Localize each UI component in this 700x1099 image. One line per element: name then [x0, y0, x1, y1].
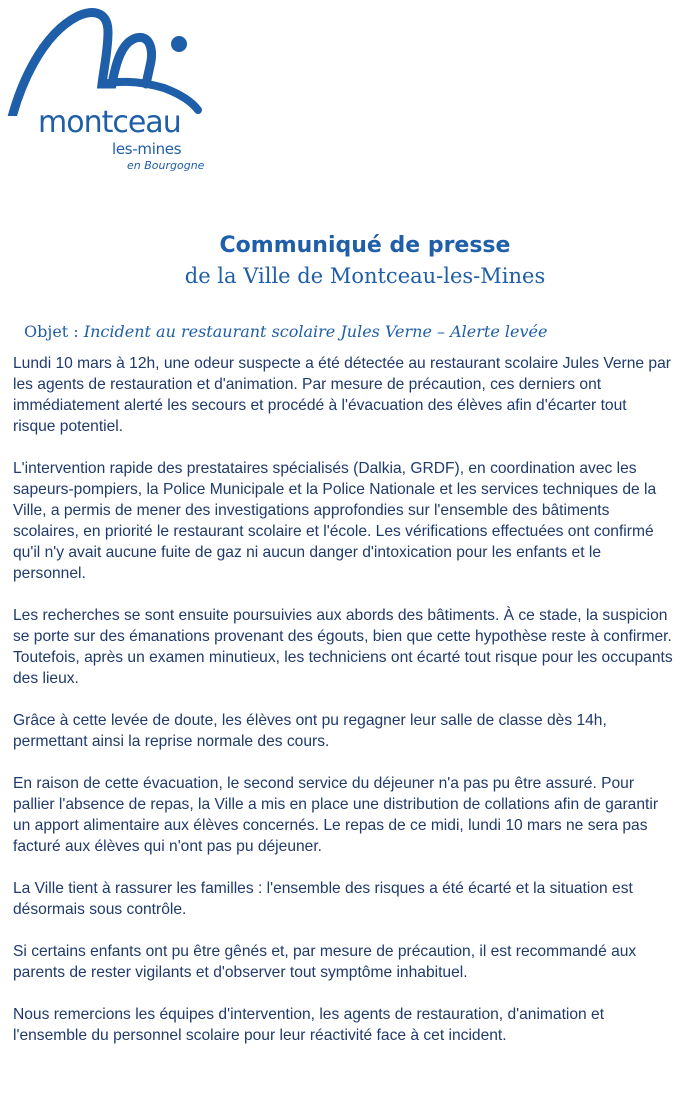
- paragraph: L'intervention rapide des prestataires spécialisés (Dalkia, GRDF), en coordination avec les sapeurs-pompiers, la Police Municipale et la Police Nationale et les services techniques de la Ville, a permis de mener des investigations approfondies sur l'ensemble des bâtiments scolaires, en priorité le restaurant scolaire et l'école. Les vérifications effectuées ont confirmé qu'il n'y avait aucune fuite de gaz ni aucun danger d'intoxication pour les enfants et le personnel.: [13, 460, 657, 582]
- paragraph: Si certains enfants ont pu être gênés et, par mesure de précaution, il est recommandé aux parents de rester vigilants et d'observer tout symptôme inhabituel.: [13, 943, 637, 981]
- paragraph: La Ville tient à rassurer les familles : l'ensemble des risques a été écarté et la situation est désormais sous contrôle.: [13, 880, 633, 918]
- montceau-logo: [4, 6, 214, 171]
- header-block: [0, 232, 700, 292]
- paragraph: Nous remercions les équipes d'intervention, les agents de restauration, d'animation et l'ensemble du personnel scolaire pour leur réactivité face à cet incident.: [13, 1006, 605, 1044]
- logo-swoosh-icon: [4, 6, 214, 116]
- logo-region: en Bourgogne: [127, 159, 205, 172]
- logo-wordmark: montceau: [38, 105, 181, 140]
- paragraph: Grâce à cette levée de doute, les élèves ont pu regagner leur salle de classe dès 14h, permettant ainsi la reprise normale des cours.: [13, 712, 607, 750]
- paragraph: Lundi 10 mars à 12h, une odeur suspecte a été détectée au restaurant scolaire Jules Verne par les agents de restauration et d'animation. Par mesure de précaution, ces derniers ont immédiatement alerté les secours et procédé à l'évacuation des élèves afin d'écarter tout risque potentiel.: [13, 355, 671, 435]
- paragraph: En raison de cette évacuation, le second service du déjeuner n'a pas pu être assuré. Pour pallier l'absence de repas, la Ville a mis en place une distribution de collations afin de garantir un apport alimentaire aux élèves concernés. Le repas de ce midi, lundi 10 mars ne sera pas facturé aux élèves qui n'ont pas pu déjeuner.: [13, 775, 659, 855]
- page-title: Communiqué de presse: [219, 233, 511, 258]
- logo-subtitle: les-mines: [112, 140, 182, 158]
- page-subtitle: de la Ville de Montceau-les-Mines: [184, 264, 546, 288]
- subject-line: [24, 322, 547, 341]
- paragraph: Les recherches se sont ensuite poursuivies aux abords des bâtiments. À ce stade, la suspicion se porte sur des émanations provenant des égouts, bien que cette hypothèse reste à confirmer. Toutefois, après un examen minutieux, les techniciens ont écarté tout risque pour les occupants des lieux.: [13, 607, 673, 687]
- subject-text: Incident au restaurant scolaire Jules Verne – Alerte levée: [83, 322, 548, 341]
- press-body: [13, 353, 673, 1067]
- subject-label: Objet :: [24, 322, 79, 341]
